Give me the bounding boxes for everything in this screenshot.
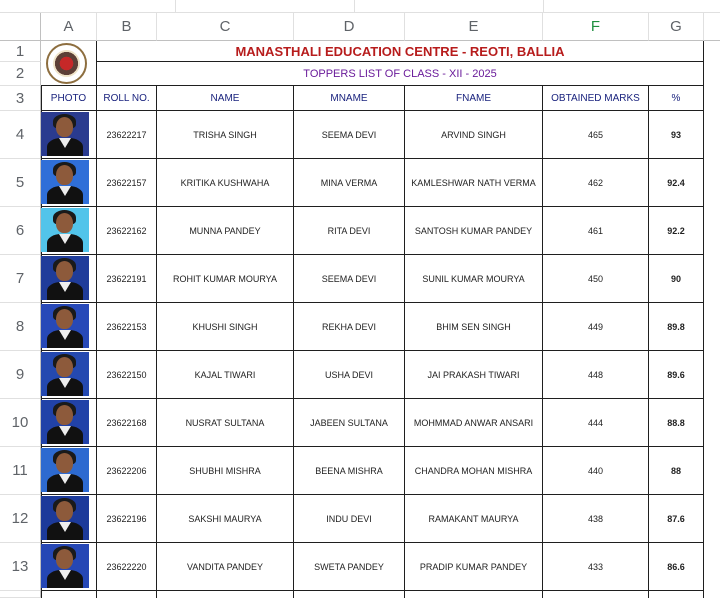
cell-roll[interactable]: 23622168 [97,399,157,447]
row-header-5[interactable]: 5 [0,159,41,207]
cell-pct[interactable]: 90 [649,255,704,303]
cell-marks[interactable]: 433 [543,543,649,591]
photo-cell[interactable] [41,399,97,447]
student-photo [41,256,89,300]
cell-roll[interactable]: 23622153 [97,303,157,351]
photo-cell[interactable] [41,159,97,207]
cell-empty[interactable] [97,591,157,598]
cell-marks[interactable]: 438 [543,495,649,543]
row-header-14[interactable] [0,591,41,598]
cell-roll[interactable]: 23622196 [97,495,157,543]
column-header-e[interactable]: E [405,13,543,41]
cell-fname[interactable]: KAMLESHWAR NATH VERMA [405,159,543,207]
row-header-1[interactable]: 1 [0,41,41,62]
sheet-title[interactable]: MANASTHALI EDUCATION CENTRE - REOTI, BALLIA [97,41,704,62]
cell-name[interactable]: SAKSHI MAURYA [157,495,294,543]
cell-fname[interactable]: JAI PRAKASH TIWARI [405,351,543,399]
cell-mname[interactable]: RITA DEVI [294,207,405,255]
cell-name[interactable]: TRISHA SINGH [157,111,294,159]
cell-pct[interactable]: 93 [649,111,704,159]
student-photo [41,304,89,348]
sheet-subtitle[interactable]: TOPPERS LIST OF CLASS - XII - 2025 [97,62,704,86]
student-photo [41,448,89,492]
cell-mname[interactable]: INDU DEVI [294,495,405,543]
photo-cell[interactable] [41,303,97,351]
cell-roll[interactable]: 23622157 [97,159,157,207]
select-all-corner[interactable] [0,13,41,41]
photo-cell[interactable] [41,255,97,303]
student-photo [41,496,89,540]
cell-mname[interactable]: JABEEN SULTANA [294,399,405,447]
header-cell-1[interactable]: ROLL NO. [97,86,157,111]
student-photo [41,112,89,156]
row-header-12[interactable]: 12 [0,495,41,543]
cell-pct[interactable]: 92.4 [649,159,704,207]
cell-fname[interactable]: PRADIP KUMAR PANDEY [405,543,543,591]
row-header-10[interactable]: 10 [0,399,41,447]
cell-name[interactable]: SHUBHI MISHRA [157,447,294,495]
cell-empty[interactable] [543,591,649,598]
cell-marks[interactable]: 449 [543,303,649,351]
cell-name[interactable]: NUSRAT SULTANA [157,399,294,447]
cell-fname[interactable]: CHANDRA MOHAN MISHRA [405,447,543,495]
cell-mname[interactable]: REKHA DEVI [294,303,405,351]
cell-empty[interactable] [405,591,543,598]
cell-pct[interactable]: 88.8 [649,399,704,447]
cell-marks[interactable]: 440 [543,447,649,495]
cell-name[interactable]: VANDITA PANDEY [157,543,294,591]
cell-fname[interactable]: SUNIL KUMAR MOURYA [405,255,543,303]
student-photo [41,208,89,252]
cell-fname[interactable]: MOHMMAD ANWAR ANSARI [405,399,543,447]
column-header-blank[interactable] [704,13,720,41]
cell-name[interactable]: MUNNA PANDEY [157,207,294,255]
row-header-2[interactable]: 2 [0,62,41,86]
photo-cell[interactable] [41,543,97,591]
cell-empty[interactable] [41,591,97,598]
cell-empty[interactable] [294,591,405,598]
cell-roll[interactable]: 23622191 [97,255,157,303]
cell-fname[interactable]: RAMAKANT MAURYA [405,495,543,543]
cell-roll[interactable]: 23622217 [97,111,157,159]
header-cell-3[interactable]: MNAME [294,86,405,111]
column-header-f[interactable]: F [543,13,649,41]
cell-empty[interactable] [157,591,294,598]
cell-mname[interactable]: BEENA MISHRA [294,447,405,495]
student-photo [41,400,89,444]
cell-name[interactable]: KRITIKA KUSHWAHA [157,159,294,207]
cell-mname[interactable]: SEEMA DEVI [294,255,405,303]
row-header-6[interactable]: 6 [0,207,41,255]
cell-pct[interactable]: 86.6 [649,543,704,591]
cell-name[interactable]: KAJAL TIWARI [157,351,294,399]
cell-pct[interactable]: 92.2 [649,207,704,255]
photo-cell[interactable] [41,447,97,495]
cell-pct[interactable]: 88 [649,447,704,495]
cell-roll[interactable]: 23622220 [97,543,157,591]
photo-cell[interactable] [41,495,97,543]
cell-roll[interactable]: 23622150 [97,351,157,399]
cell-marks[interactable]: 465 [543,111,649,159]
cell-marks[interactable]: 444 [543,399,649,447]
student-photo [41,352,89,396]
row-header-11[interactable]: 11 [0,447,41,495]
row-header-4[interactable]: 4 [0,111,41,159]
cell-mname[interactable]: SWETA PANDEY [294,543,405,591]
cell-mname[interactable]: SEEMA DEVI [294,111,405,159]
cell-marks[interactable]: 461 [543,207,649,255]
row-header-9[interactable]: 9 [0,351,41,399]
toolbar-strip [0,0,720,13]
cell-marks[interactable]: 448 [543,351,649,399]
cell-marks[interactable]: 462 [543,159,649,207]
cell-empty[interactable] [649,591,704,598]
row-header-3[interactable]: 3 [0,86,41,111]
cell-fname[interactable]: BHIM SEN SINGH [405,303,543,351]
student-photo [41,160,89,204]
cell-name[interactable]: KHUSHI SINGH [157,303,294,351]
column-header-b[interactable]: B [97,13,157,41]
school-logo [46,43,87,84]
row-header-8[interactable]: 8 [0,303,41,351]
cell-pct[interactable]: 89.6 [649,351,704,399]
column-header-c[interactable]: C [157,13,294,41]
column-header-a[interactable]: A [41,13,97,41]
cell-mname[interactable]: MINA VERMA [294,159,405,207]
header-cell-2[interactable]: NAME [157,86,294,111]
photo-cell[interactable] [41,207,97,255]
cell-roll[interactable]: 23622206 [97,447,157,495]
cell-mname[interactable]: USHA DEVI [294,351,405,399]
cell-pct[interactable]: 89.8 [649,303,704,351]
header-cell-6[interactable]: % [649,86,704,111]
row-header-13[interactable]: 13 [0,543,41,591]
cell-pct[interactable]: 87.6 [649,495,704,543]
header-cell-5[interactable]: OBTAINED MARKS [543,86,649,111]
photo-cell[interactable] [41,351,97,399]
cell-fname[interactable]: SANTOSH KUMAR PANDEY [405,207,543,255]
student-photo [41,544,89,588]
row-header-7[interactable]: 7 [0,255,41,303]
header-cell-4[interactable]: FNAME [405,86,543,111]
photo-cell[interactable] [41,111,97,159]
cell-marks[interactable]: 450 [543,255,649,303]
header-cell-0[interactable]: PHOTO [41,86,97,111]
column-header-g[interactable]: G [649,13,704,41]
cell-name[interactable]: ROHIT KUMAR MOURYA [157,255,294,303]
logo-cell[interactable] [41,41,97,86]
cell-fname[interactable]: ARVIND SINGH [405,111,543,159]
column-header-d[interactable]: D [294,13,405,41]
cell-roll[interactable]: 23622162 [97,207,157,255]
